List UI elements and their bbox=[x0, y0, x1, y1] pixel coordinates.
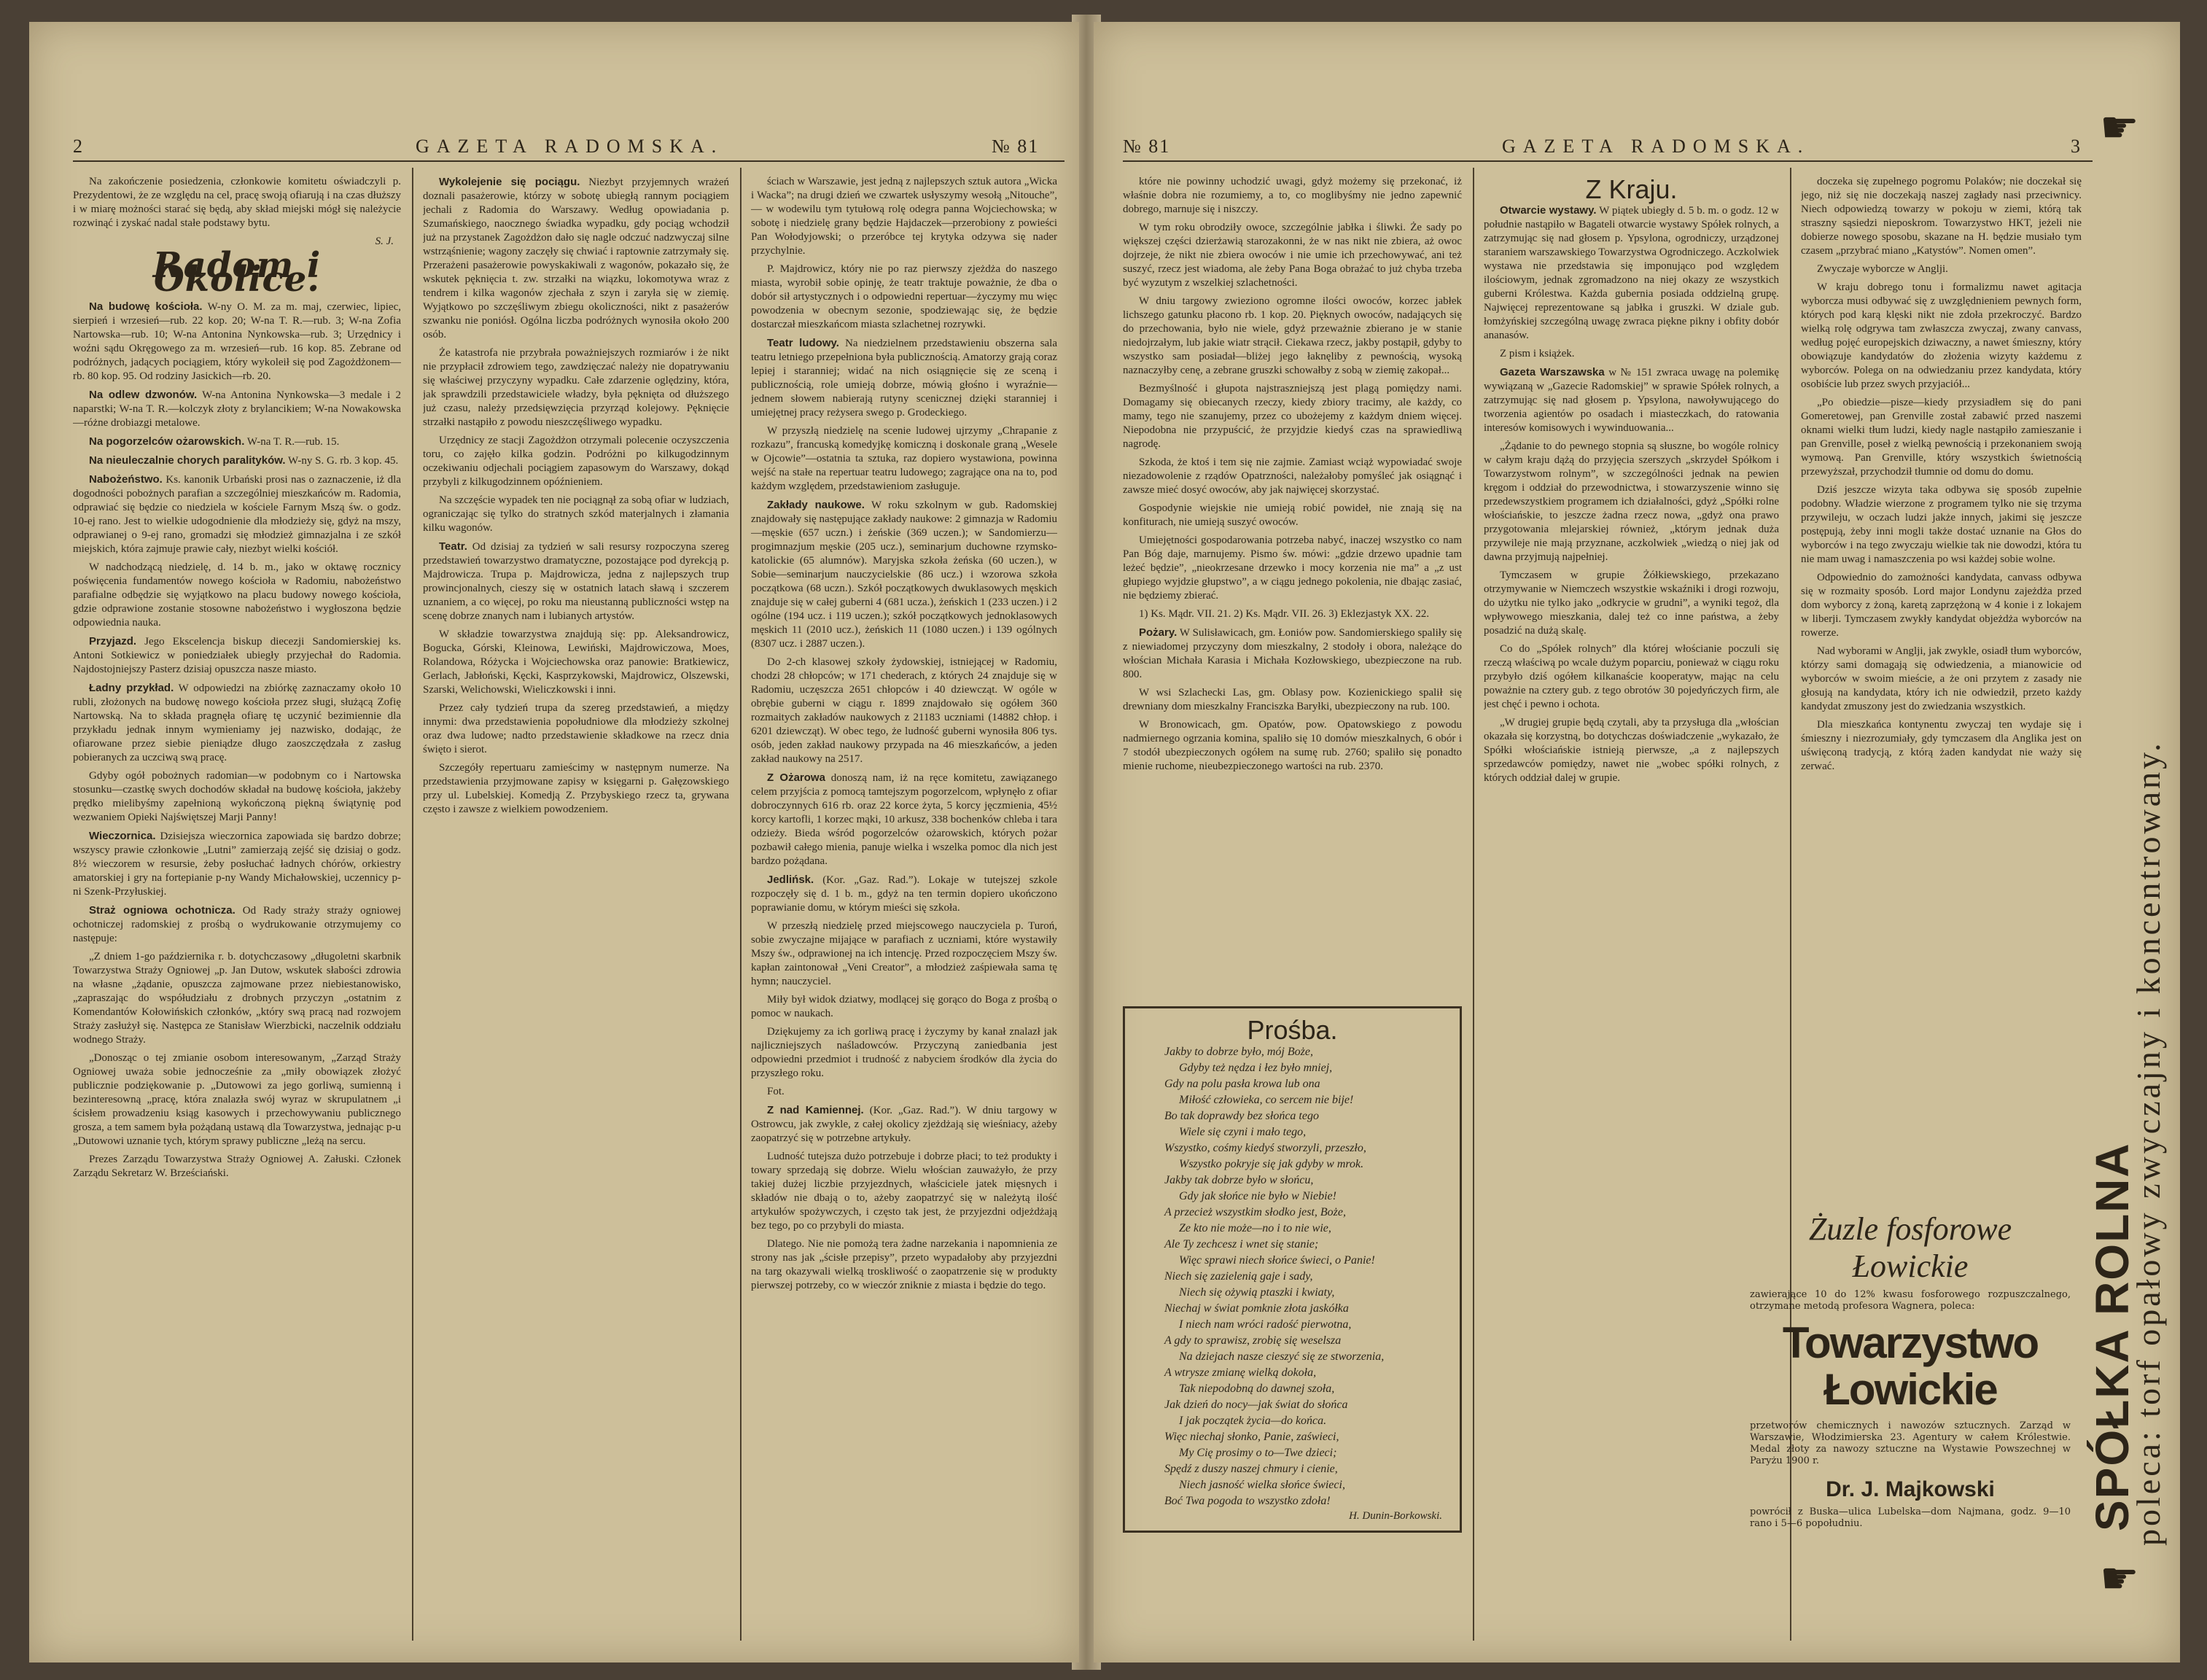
article-text: które nie powinny uchodzić uwagi, gdyż możemy się przekonać, iż właśnie dobra nie rozumiemy, a to, co moglibyśmy nie jedno zapewnić dobrego, marnuje się i niszczy. bbox=[1123, 176, 1462, 215]
article-paragraph bbox=[751, 262, 1057, 332]
article-paragraph bbox=[751, 1150, 1057, 1233]
poem-line: My Cię prosimy o to—Twe dzieci; bbox=[1179, 1447, 1337, 1459]
article-text: Do 2-ch klasowej szkoły żydowskiej, istniejącej w Radomiu, chodzi 28 chłopców; w 171 chederach, z których 24 znajduje się w Radomiu, uczęszcza 2651 chłopców i 40 dziewcząt. W ogóle w obrębie guberni w ciągu r. 1899 znajdowało się ogółem 360 rozmaitych zakładów naukowych z 21183 uczniami (14882 chłop. i 6201 dziewcząt). W obec tego, że ludność guberni wynosiła 806 tys. osób, jeden zakład naukowy przypada na 46 mieszkańców, a jeden zakład naukowy na 2517. bbox=[751, 656, 1057, 765]
article-text: W dniu targowy zwieziono ogromne ilości owoców, korzec jabłek lichszego gatunku płacono rb. 1 kop. 20. Pięknych owoców, nadających się do przechowania, było nie wiele, gdyż przeważnie zbierano je w stanie niedojrzałym, lub jakie wiatr strącił. Ciekawa rzecz, jakby postąpił, gdyby to wszystko sam posiadał—bliżej jego łaknęliby z pewnością, wysoką naznaczyłby cenę, a zebrane gruszki schowałby z sobą w ziemię zakopał... bbox=[1123, 295, 1462, 376]
article-paragraph bbox=[1123, 295, 1462, 378]
article-paragraph bbox=[1801, 396, 2082, 479]
article-paragraph bbox=[73, 435, 401, 449]
article-paragraph bbox=[1123, 626, 1462, 682]
article-paragraph bbox=[1123, 382, 1462, 451]
article-text: Co do „Spółek rolnych” dla której włościanie poczuli się rzeczą właściwą po wcale dużym poparciu, ponieważ w ciągu roku przybyło dziś ogółem kilkanaście kooperatyw, mając na celu poważnie na cztery gub. z tego obrotów 30 pojedyńczych firm, ale jest chęć i pewno i ochota. bbox=[1484, 643, 1779, 710]
poem-line: Wiele się czyni i mało tego, bbox=[1179, 1126, 1307, 1138]
article-text: Na szczęście wypadek ten nie pociągnął za sobą ofiar w ludziach, ograniczając się tylko do stratnych szkód materjalnych i złamania kilku wagonów. bbox=[423, 494, 729, 534]
poem-box bbox=[1123, 1006, 1462, 1533]
article-heading: Gazeta Warszawska bbox=[1500, 366, 1605, 378]
poem-line: I niech nam wróci radość pierwotna, bbox=[1179, 1318, 1352, 1331]
pointing-hand-icon: ☛ bbox=[2100, 1553, 2139, 1604]
article-paragraph bbox=[73, 903, 401, 946]
poem-line: I jak początek życia—do końca. bbox=[1179, 1415, 1327, 1427]
article-paragraph bbox=[73, 454, 401, 468]
article-text: (Kor. „Gaz. Rad.”). Lokaje w tutejszej szkole rozpoczęły się d. 1 b. m., gdyż na ten termin dopiero ukończono poprawianie domu, w którym mieści się szkoła. bbox=[751, 874, 1057, 914]
poem-line: Więc niechaj słonko, Panie, zaświeci, bbox=[1164, 1431, 1339, 1443]
left-column-1 bbox=[73, 175, 401, 1641]
ad-zuzle-text: zawierające 10 do 12% kwasu fosforowego rozpuszczalnego, otrzymane metodą profesora Wagnera, poleca: bbox=[1750, 1289, 2071, 1312]
article-heading: Ładny przykład. bbox=[89, 682, 174, 694]
left-page-number: 2 bbox=[73, 136, 90, 157]
article-heading: Teatr ludowy. bbox=[767, 337, 839, 349]
article-heading: Pożary. bbox=[1139, 626, 1178, 639]
article-heading: Na budowę kościoła. bbox=[89, 300, 203, 313]
article-paragraph bbox=[423, 346, 729, 429]
article-heading: Przyjazd. bbox=[89, 635, 137, 648]
article-text: Przez cały tydzień trupa da szereg przedstawień, a między innymi: dwa przedstawienia popołudniowe dla młodzieży szkolnej oraz dwa ludowe; nadto przedstawienie składkowe na rzecz dnia święto i sierot. bbox=[423, 702, 729, 755]
article-text: Bezmyślność i głupota najstraszniejszą jest plagą pomiędzy nami. Domagamy się obiecanych rzeczy, kiedy zbiory tracimy, ale każdy, co mamy, tego nie szanujemy, przez co ubożejemy z każdym dniem więcej. Niepodobna nie przypuścić, że przyjdzie kiedyś czas na sprawiedliwą nagrodę. bbox=[1123, 383, 1462, 450]
left-header bbox=[73, 131, 1064, 162]
article-text: Umiejętności gospodarowania potrzeba nabyć, inaczej wszystko co nam Pan Bóg daje, marnujemy. Pismo św. mówi: „gdzie drzewo upadnie tam leżeć będzie”, „nieokrzesane drzewko i mocy korzenia nie ma” a „z ust głupiego wyjdzie głupstwo”, a w ciągu jednego pokolenia, nie dbając zasiać, nie będziemy zbierać. bbox=[1123, 534, 1462, 602]
article-paragraph bbox=[1484, 365, 1779, 435]
vertical-ad-subtitle: poleca: torf opałowy zwyczajny i koncentrowany. bbox=[2130, 740, 2167, 1546]
right-header bbox=[1123, 131, 2093, 162]
article-paragraph bbox=[423, 434, 729, 489]
article-text: W odpowiedzi na zbiórkę zaznaczamy około 10 rubli, złożonych na budowę nowego kościoła przez sługi, służącą Zofię Nartowską. Na to składa pragnęła ofiarę tę uczynić bezimiennie dla przykładu jednak innym wymieniamy jej nazwisko, dodając, że ofiarowane przez siebie pieniądze długo zaoszczędzała z zasług pobieranych za uczciwą swą pracę. bbox=[73, 682, 401, 763]
intro-signature: S. J. bbox=[375, 236, 394, 247]
article-heading: Z nad Kamiennej. bbox=[767, 1104, 864, 1116]
article-text: „Po obiedzie—pisze—kiedy przysiadłem się do pani Gomeretowej, pan Grenville został zabawić przed naszemi oknami wielki tłum ludzi, kiedy nagle nastąpiło zamieszanie i pan Grenville, poseł z wielką pewnością i przekonaniem swoją wymową. Pan Grenville, który wszystkich świetnością przewyższał, przychodził tłumnie od domu do domu. bbox=[1801, 397, 2082, 478]
article-text: „Donosząc o tej zmianie osobom interesowanym, „Zarząd Straży Ogniowej uważa sobie jednocześnie za „miły obowiązek złożyć publicznie podziękowanie p. „Dutowowi za jego gorliwą, sumienną i bezinteresowną „pracę, która znalazła swój wyraz w skrupulatnem „i ścisłem prowadzeniu ksiąg kasowych i przechowywaniu publicznego grosza, a tem samem była pożądaną ustawą dla Towarzystwa, jednając p-u „Dutowowi uznanie tych, którym sprawy publiczne „leżą na sercu. bbox=[73, 1052, 401, 1147]
column-items bbox=[1123, 175, 1462, 999]
vertical-ad-title: SPÓŁKA ROLNA bbox=[2086, 1142, 2138, 1531]
column-items bbox=[1484, 203, 1779, 785]
article-paragraph bbox=[751, 873, 1057, 915]
poem-line: Więc sprawi niech słońce świeci, o Panie! bbox=[1179, 1254, 1375, 1267]
article-text: Że katastrofa nie przybrała poważniejszych rozmiarów i że nikt nie przypłacił zdrowiem tego, zawdzięczać należy nie dopatrywaniu się właściwej przyczyny wypadku. Całe zdarzenie oględziny, która, jak sprawdzili przedstawiciele władzy, była pęknięta od dłuższego już czasu, należy przedsięwzięcia przyrząd kolejowy. Pęknięcie strzałki nastąpiło z powodu nieszczęśliwego wypadku. bbox=[423, 347, 729, 428]
right-issue: № 81 bbox=[1123, 136, 1171, 157]
article-paragraph bbox=[751, 1085, 1057, 1099]
left-page bbox=[29, 22, 1079, 1662]
vertical-advert bbox=[2085, 102, 2165, 1619]
article-text: Dziękujemy za ich gorliwą pracę i życzymy by kanał znalazł jak najliczniejszych naśladowców. Przyczyną zaniedbania jest odpowiedni przedmiot i trudność z nabyciem środków dla życia do przyszłego roku. bbox=[751, 1026, 1057, 1079]
article-text: Z pism i książek. bbox=[1500, 348, 1575, 359]
article-text: W-ny S. G. rb. 3 kop. 45. bbox=[288, 455, 399, 467]
article-paragraph bbox=[1484, 347, 1779, 361]
article-heading: Otwarcie wystawy. bbox=[1500, 204, 1597, 217]
left-issue: № 81 bbox=[992, 136, 1040, 157]
article-heading: Zakłady naukowe. bbox=[767, 499, 865, 511]
poem-line: Wszystko, cośmy kiedyś stworzyli, przeszło, bbox=[1164, 1142, 1366, 1154]
article-text: „Żądanie to do pewnego stopnia są słuszne, bo wogóle rolnicy w całym kraju dążą do przyjęcia szerszych „skrzydeł Spółkom i Towarzystwom rolnym”, w szczególności jednak na pewien kręgom i oddział do przewodnictwa, i stowarzyszenie winno się przedewszystkiem programem ich działalności, gdyż „Spółki rolne włościańskie, to jeszcze żadna rzecz nowa, „gdyż ona prawo przygotowania mlejarskiej również, „którym jednak duża przywileje nie mają przyznane, aczkolwiek „wiedzą o niej jak od dawna przyjmują najpełniej. bbox=[1484, 440, 1779, 563]
article-paragraph bbox=[1801, 175, 2082, 258]
poem-line: Gdy jak słońce nie było w Niebie! bbox=[1179, 1190, 1336, 1202]
article-text: Odpowiednio do zamożności kandydata, canvass odbywa się w rozmaity sposób. Lord major Londynu zajeżdża przed dom wyborcy z żoną, karetą zaprzężoną w 4 konie i z lokajem w liberji. Tymczasem zwykły kandydat objeżdża wyborców na rowerze. bbox=[1801, 572, 2082, 639]
article-heading: Z Ożarowa bbox=[767, 771, 825, 784]
column-items bbox=[423, 175, 729, 817]
article-text: Dla mieszkańca kontynentu zwyczaj ten wydaje się i śmieszny i niezrozumiały, gdy tymczasem dla Anglika jest on uświęconą tradycją, z którą żaden kandydat nie waży się zerwać. bbox=[1801, 719, 2082, 772]
left-col-rule-2 bbox=[740, 168, 741, 1641]
article-paragraph bbox=[73, 1153, 401, 1181]
article-text: W-ny O. M. za m. maj, czerwiec, lipiec, sierpień i wrzesień—rub. 22 kop. 20; W-na T. R.—rub. 3; W-na Zofia Nartowska—rub. 10; W-na Antonina Nynkowska—rub. 3; Urzędnicy i woźni sądu Okręgowego za m. wrzesień—rub. 16 kop. 85. Zebrane od podróżnych, jadących pociągiem, który wykoleił się pod Zagożdżonem—rb. 80 kop. 95. Od rodziny Jasickich—rb. 20. bbox=[73, 301, 401, 382]
poem-line: A przecież wszystkim słodko jest, Boże, bbox=[1164, 1206, 1347, 1218]
article-paragraph bbox=[1801, 281, 2082, 392]
article-heading: Na odlew dzwonów. bbox=[89, 389, 198, 401]
ad-doctor-text: powrócił z Buska—ulica Lubelska—dom Najmana, godz. 9—10 rano i 5—6 popołudniu. bbox=[1750, 1506, 2071, 1529]
article-text: W wsi Szlachecki Las, gm. Oblasy pow. Kozienickiego spalił się drewniany dom mieszkalny Franciszka Baryłki, ubezpieczony na rub. 100. bbox=[1123, 687, 1462, 712]
article-paragraph bbox=[1484, 440, 1779, 564]
article-paragraph bbox=[751, 1237, 1057, 1293]
poem-lines bbox=[1135, 1044, 1449, 1509]
article-text: W kraju dobrego tonu i formalizmu nawet agitacja wyborcza musi odbywać się z uwzględnieniem pewnych form, których pod karą klęski nikt nie zdoła przekroczyć. Bardzo wielką rolę odgrywa tam zwłaszcza zwyczaj, zwany canvass, według pojęć europejskich dziwaczny, a nawet śmieszny, który obowiązuje kandydatów do złożenia wizyty każdemu z wyborców. Polega on na odwiedzaniu przez kandydata, który osobiście lub przez swych przyjaciół... bbox=[1801, 281, 2082, 390]
ad-doctor-name: Dr. J. Majkowski bbox=[1826, 1477, 1995, 1501]
column-items bbox=[73, 300, 401, 1181]
right-column-1 bbox=[1123, 175, 1462, 1641]
right-masthead: GAZETA RADOMSKA. bbox=[1502, 136, 1810, 157]
advertisement-block bbox=[1750, 1196, 2071, 1604]
poem-line: Bo tak doprawdy bez słońca tego bbox=[1164, 1110, 1319, 1122]
article-text: W piątek ubiegły d. 5 b. m. o godz. 12 w południe nastąpiło w Bagateli otwarcie wystawy Spółek rolnych, a zatrzymując się nad głosem p. Ypsylona, ogrodniczy, urządzonej staraniem warszawskiego Towarzystwa Ogrodniczego. Aczkolwiek wystawa nie przedstawia się imponująco pod względem ilościowym, jednak zgromadzono na niej okazy ze wszystkich guberni Królestwa. Każda gubernia posiada oddzielną grupę. Najwięcej reprezentowane są jabłka i gruszki. W dziale gub. łomżyńskiej szczególną uwagę zwraca piękne pikny i obfity dobór ananasów. bbox=[1484, 205, 1779, 341]
article-text: W tym roku obrodziły owoce, szczególnie jabłka i śliwki. Że sady po większej części dzierżawią starozakonni, że w nas nikt nie zbiera, aż owoc dojrzeje, że nikt nie zbiera owoców i nie umie ich przechowywać, ani też suszyć, rzecz jest wiadoma, ale żeby Pana Boga obrażać to już chyba trzeba być wyzutym z wszelkiej szlachetności. bbox=[1123, 222, 1462, 289]
article-paragraph bbox=[751, 175, 1057, 258]
article-text: Miły był widok dziatwy, modlącej się gorąco do Boga z prośbą o pomoc w naukach. bbox=[751, 994, 1057, 1019]
article-text: Ludność tutejsza dużo potrzebuje i dobrze płaci; to też produkty i towary sprzedają się dobrze. Wielu włościan zauważyło, że przy takiej dużej liczbie przyjezdnych, właściciele jatek mięsnych i składów nie dbają o to, ażeby zaopatrzyć się w należytą ilość artykułów spożywczych, i często tak jest, że przyjezdni odjeżdżają bez tego, po co przybyli do miasta. bbox=[751, 1151, 1057, 1232]
ad-company-text: przetworów chemicznych i nawozów sztucznych. Zarząd w Warszawie, Włodzimierska 23. Agentury w całem Królestwie. Medal złoty za nawozy sztuczne na Wystawie Powszechnej w Paryżu 1900 r. bbox=[1750, 1420, 2071, 1466]
left-col-rule-1 bbox=[412, 168, 413, 1641]
article-text: W przyszłą niedzielę na scenie ludowej ujrzymy „Chrapanie z rozkazu”, francuską komedyjkę komiczną i doskonale graną „Wesele w Ojcowie”—ostatnia ta sztuka, raz dopiero wystawiona, powinna wejść na stałe na repertuar teatru ludowego; zagrające ona na to, pod każdym względem, przedstawieniom zasługuje. bbox=[751, 425, 1057, 492]
poem-line: Jakby to dobrze było, mój Boże, bbox=[1164, 1046, 1313, 1058]
article-text: Prezes Zarządu Towarzystwa Straży Ogniowej A. Załuski. Członek Zarządu Sekretarz W. Brześciański. bbox=[73, 1154, 401, 1179]
article-paragraph bbox=[751, 656, 1057, 766]
article-paragraph bbox=[1123, 456, 1462, 497]
article-paragraph bbox=[751, 919, 1057, 989]
poem-line: Gdyby też nędza i łez było mniej, bbox=[1179, 1062, 1333, 1074]
article-paragraph bbox=[1801, 718, 2082, 774]
article-heading: Jedlińsk. bbox=[767, 874, 814, 886]
article-paragraph bbox=[73, 681, 401, 765]
article-paragraph bbox=[73, 388, 401, 430]
article-text: Od dzisiaj za tydzień w sali resursy rozpoczyna szereg przedstawień towarzystwo dramatyczne, pozostające pod dyrekcją p. Majdrowicza. Trupa p. Majdrowicza, jedna z najlepszych trup prowincjonalnych, cieszy się w ostatnich latach sławą i szczerem uznaniem, a co więcej, po roku ma nieustanną publiczności wstęp na scenę dobrze znanych nam i lubianych artystów. bbox=[423, 541, 729, 622]
article-paragraph bbox=[1123, 534, 1462, 603]
article-paragraph bbox=[1123, 221, 1462, 290]
article-paragraph bbox=[751, 424, 1057, 494]
article-heading: Na nieuleczalnie chorych paralityków. bbox=[89, 454, 286, 467]
article-text: Niezbyt przyjemnych wrażeń doznali pasażerowie, którzy w sobotę ubiegłą rannym pociągiem jechali z Radomia do Warszawy. Według opowiadania p. Szumańskiego, naocznego świadka wypadku, gdy pociąg wchodził już na przystanek Zagożdżon dało się nagle odczuć nadzwyczaj silne wstrząśnienie; wagony zaczęły się chwiać i raptownie zatrzymały się. Przerażeni pasażerowie powyskakiwali z wagonów, pokazało się, że wskutek pęknięcia t. zw. strzałki na wiązku, lokomotywa wraz z tendrem i kilka wagonów zjechała z szyn i zaryła się w ziemię. Wyjątkowo po szczęśliwym zbiegu okoliczności, nikt z pasażerów szwanku nie poniósł. Ogólna liczba podróżnych wynosiła około 200 osób. bbox=[423, 176, 729, 341]
poem-line: Niech jasność wielka słońce świeci, bbox=[1179, 1479, 1345, 1491]
poem-line: Miłość człowieka, co sercem nie bije! bbox=[1179, 1094, 1354, 1106]
right-column-3 bbox=[1801, 175, 2082, 1196]
article-text: Szczegóły repertuaru zamieścimy w następnym numerze. Na przedstawienia przyjmowane zapisy w księgarni p. Gałęzowskiego przy ul. Lubelskiej. Komedją Z. Przybyskiego rzecz ta, grywana często i zawsze z wielkiem powodzeniem. bbox=[423, 762, 729, 815]
article-paragraph bbox=[423, 175, 729, 342]
article-paragraph bbox=[1123, 175, 1462, 217]
article-paragraph bbox=[751, 498, 1057, 651]
pointing-hand-icon: ☛ bbox=[2100, 102, 2139, 153]
article-text: W Sulisławicach, gm. Łoniów pow. Sandomierskiego spaliły się z niewiadomej przyczyny dom mieszkalny, 2 stodoły i obora, należące do włościan Michała Karasia i Michała Kozłowskiego, ubezpieczone na rub. 800. bbox=[1123, 627, 1462, 680]
article-heading: Nabożeństwo. bbox=[89, 473, 163, 486]
right-page-number: 3 bbox=[2071, 136, 2087, 157]
article-paragraph bbox=[1801, 483, 2082, 567]
article-text: Gdyby ogół pobożnych radomian—w podobnym co i Nartowska stosunku—czastkę swych dochodów składał na budowę kościoła, jakżeby prędko mielibyśmy zapełnioną wykończoną piękną świątynię pod wezwaniem Opieki Najświętszej Marji Panny! bbox=[73, 770, 401, 823]
article-text: „Z dniem 1-go października r. b. dotychczasowy „długoletni skarbnik Towarzystwa Straży Ogniowej „p. Jan Dutow, wskutek słabości zdrowia na własne „żądanie, opuszcza zajmowane przez niebiestanowisko, „zapraszając do współudziału z drobnych przyczyn „ostatnim z Komendantów Kołowińskich członków, „który swą pracą nad rozwojem Straży zasłużył się. Następca ze Stanisław Wierzbicki, naczelnik oddziału wodnego Straży. bbox=[73, 951, 401, 1046]
poem-line: Ale Ty zechcesz i wnet się stanie; bbox=[1164, 1238, 1319, 1251]
article-paragraph bbox=[1123, 718, 1462, 774]
article-paragraph bbox=[423, 701, 729, 757]
left-column-2 bbox=[423, 175, 729, 1641]
article-heading: Na pogorzelców ożarowskich. bbox=[89, 435, 245, 448]
article-text: Dzisiejsza wieczornica zapowiada się bardzo dobrze; wszyscy prawie członkowie „Lutni” zamierzają zejść się dzisiaj o godz. 8½ wieczorem w resursie, żeby posłuchać ładnych chórów, orkiestry amatorskiej i gry na fortepianie p-ny Wandy Michałowskiej, uczennicy p-ni Szenk-Przyłuskiej. bbox=[73, 831, 401, 898]
z-kraju-title: Z Kraju. bbox=[1585, 175, 1678, 204]
article-text: Tymczasem w grupie Żółkiewskiego, przekazano otrzymywanie w Niemczech wszystkie wskaźniki i drogi rozwoju, do użytku nie tylko jako „odkrycie w grudni”, a wyniki tegoż, dla wpływowego mieszkania, dalej też co inne państwa, a żeby posadzić na dużą skalę. bbox=[1484, 569, 1779, 637]
poem-line: Niech się zazielenią gaje i sady, bbox=[1164, 1270, 1313, 1283]
article-paragraph bbox=[1123, 502, 1462, 529]
article-paragraph bbox=[73, 300, 401, 384]
article-text: ściach w Warszawie, jest jedną z najlepszych sztuk autora „Wicka i Wacka”; na drugi dzień we czwartek usłyszymy wesołą „Nitouche”, — w wodewilu tym tytułową rolę odegra panna Wojciechowska; w sobotę i niedzielę grany będzie Hajdaczek—przerobiony z powieści Pan Wołodyjowski; o przeróbce tej krytyka odzywa się nader przychylnie. bbox=[751, 176, 1057, 257]
article-paragraph bbox=[751, 1103, 1057, 1146]
article-paragraph bbox=[423, 761, 729, 817]
poem-line: A gdy to sprawisz, zrobię się weselsza bbox=[1164, 1334, 1342, 1347]
article-paragraph bbox=[73, 561, 401, 630]
article-paragraph bbox=[73, 950, 401, 1047]
article-text: Zwyczaje wyborcze w Anglji. bbox=[1817, 263, 1948, 275]
article-paragraph bbox=[1123, 686, 1462, 714]
column-items bbox=[1801, 175, 2082, 774]
poem-line: Niechaj w świat pomknie złota jaskółka bbox=[1164, 1302, 1349, 1315]
article-paragraph bbox=[423, 540, 729, 623]
article-paragraph bbox=[423, 494, 729, 535]
intro-paragraph: Na zakończenie posiedzenia, członkowie komitetu oświadczyli p. Prezydentowi, że ze względu na cel, pracę swoją ofiarują i na czas dłuższy i w miarę możności starać się będą, aby skład miejski mógł się należycie rozwinąć i zyskać nadal stałe podstawy bytu. bbox=[73, 176, 401, 229]
article-text: doczeka się zupełnego pogromu Polaków; nie doczekał się jego, niż się nie doczekają naszej zagłady nasi przeciwnicy. Niech odpowiedzą towarzy w pokoju w ziemi, którą tak straszny sąsiedzi nieposkrom. Towarzystwo HKT, jeżeli nie dobierze nowego sposobu, skazane na H. będzie musiało tym czasem „przybrać miano „Katystów”. Nomen omen”. bbox=[1801, 176, 2082, 257]
article-text: Fot. bbox=[767, 1086, 785, 1097]
article-text: 1) Ks. Mądr. VII. 21. 2) Ks. Mądr. VII. 26. 3) Eklezjastyk XX. 22. bbox=[1139, 608, 1430, 620]
article-paragraph bbox=[73, 472, 401, 556]
ad-company-name: Towarzystwo Łowickie bbox=[1782, 1318, 2039, 1414]
article-paragraph bbox=[1484, 203, 1779, 343]
article-heading: Straż ogniowa ochotnicza. bbox=[89, 904, 236, 917]
poem-line: Jak dzień do nocy—jak świat do słońca bbox=[1164, 1399, 1348, 1411]
article-paragraph bbox=[73, 829, 401, 899]
poem-signature: H. Dunin-Borkowski. bbox=[1349, 1510, 1442, 1522]
article-text: P. Majdrowicz, który nie po raz pierwszy zjeżdża do naszego miasta, wyrobił sobie opinję, że teatr traktuje poważnie, że dba o dobór sił artystycznych i o odpowiedni repertuar—życzymy mu więc powodzenia w obecnym sezonie, spodziewając się, że będzie dostarczał mieszkańcom miasta szlachetnej rozrywki. bbox=[751, 263, 1057, 330]
column-items bbox=[751, 175, 1057, 1293]
article-text: (Kor. „Gaz. Rad.”). W dniu targowy w Ostrowcu, jak zwykle, z całej okolicy zjeżdżają się wieśniacy, ażeby zaopatrzyć się w potrzebne artykuły. bbox=[751, 1105, 1057, 1144]
article-text: W składzie towarzystwa znajdują się: pp. Aleksandrowicz, Bogucka, Górski, Kleinowa, Lewiński, Majdrowiczowa, Moes, Rolandowa, Różycka i Wojciechowska oraz panowie: Bratkiewicz, Gerlach, Jabłoński, Kęcki, Kasprzykowski, Majdrowicz, Olszewski, Szarski, Welichowski, Wieliczkowski i inni. bbox=[423, 629, 729, 696]
article-text: W-na T. R.—rub. 15. bbox=[246, 436, 340, 448]
poem-line: Jakby tak dobrze było w słońcu, bbox=[1164, 1174, 1314, 1186]
article-paragraph bbox=[751, 336, 1057, 420]
poem-line: Ze kto nie może—no i to nie wie, bbox=[1179, 1222, 1331, 1234]
article-text: W roku szkolnym w gub. Radomskiej znajdowały się następujące zakłady naukowe: 2 gimnazja w Radomiu—męskie (657 uczn.) i żeńskie (369 uczen.); w Sandomierzu—progimnazjum męskie (205 ucz.), seminarjum duchowne rzymsko-katolickie (65 alumnów). Maryjska szkoła żeńska (60 uczen.), w Sobie—seminarjum nauczycielskie (86 ucz.) i wzorowa szkoła początkowa (68 uczn.). Szkół początkowych dwuklasowych męskich znajduje się w całej guberni 4 (681 ucza.), żeńskich 1 (233 uczen.) i 2 ogólne (194 ucz. i 119 uczen.); szkół początkowych jednoklasowych męskich 11 (2010 ucz.), żeńskich 11 (1080 uczen.) i 139 ogólnych (8307 ucz. i 2887 uczen.). bbox=[751, 499, 1057, 650]
article-text: W-na Antonina Nynkowska—3 medale i 2 naparstki; W-na T. R.—kolczyk złoty z brylancikiem; W-na Nowakowska—różne drobiazgi metalowe. bbox=[73, 389, 401, 429]
article-text: Nad wyborami w Anglji, jak zwykle, osiadł tłum wyborców, którzy sami domagają się odwiedzenia, a mianowicie od wyborców w swoim mieście, a że oni przytem z zasady nie głosują na kandydata, który ich nie odwiedził, przeto każdy kandydat zmuszony jest do zwiedzania wszystkich. bbox=[1801, 645, 2082, 712]
article-heading: Wykolejenie się pociągu. bbox=[439, 176, 580, 188]
right-column-2 bbox=[1484, 175, 1779, 1641]
article-paragraph bbox=[1801, 571, 2082, 640]
poem-line: Wszystko pokryje się jak gdyby w mrok. bbox=[1179, 1158, 1364, 1170]
article-text: W przeszłą niedzielę przed miejscowego nauczyciela p. Turoń, sobie zwyczajne mijające w parafiach z uczniami, które wystawiły Mszy św., odprawionej na ich intencję. Przed rozpoczęciem Mszy św. kapłan zaintonował „Veni Creator”, a młodzież zaśpiewała sama tę hymn; nauczyciel. bbox=[751, 920, 1057, 987]
article-text: „W drugiej grupie będą czytali, aby ta przysługa dla „włościan okazała się korzystną, bo dotychczas doświadczenie „wykazało, że Spółki włościańskie istnieją pierwsze, „a z najlepszych sprzedawców pomiędzy, nawet nie „wobec spółki rolnych, z których oddział dalej w grupie. bbox=[1484, 717, 1779, 784]
article-paragraph bbox=[423, 628, 729, 697]
article-paragraph bbox=[1484, 642, 1779, 712]
article-paragraph bbox=[1123, 607, 1462, 621]
article-text: Ks. kanonik Urbański prosi nas o zaznaczenie, iż dla dogodności pobożnych parafian a szczególniej mieszkańców m. Radomia, odprawiać się będzie co niedziela w kościele Farnym Mszą św. o godz. 10-ej rano. Jest to wielkie udogodnienie dla młodzieży się, gdyż na mszy, odprawianej o 9-ej rano, gromadzi się młodzież gimnazjalna i ze szkół miejskich, która zajmuje prawie cały, niezbyt wielki kościół. bbox=[73, 474, 401, 555]
article-paragraph bbox=[73, 769, 401, 825]
article-text: Urzędnicy ze stacji Zagożdżon otrzymali polecenie oczyszczenia toru, co zajęło kilka godzin. Podróżni po kilkugodzinnym oczekiwaniu odjechali pociągiem zapasowym do Warszawy, dokąd przybyli z kilkugodzinnem opóźnieniem. bbox=[423, 435, 729, 488]
poem-title: Prośba. bbox=[1247, 1015, 1338, 1045]
article-text: Gospodynie wiejskie nie umieją robić powideł, nie znają się na konfiturach, nie umieją suszyć owoców. bbox=[1123, 502, 1462, 528]
poem-line: Boć Twa pogoda to wszystko zdoła! bbox=[1164, 1495, 1331, 1507]
article-text: w № 151 zwraca uwagę na polemikę wywiązaną w „Gazecie Radomskiej” w sprawie Spółek rolnych, a zatrzymując się nad głosem p. Ypsylona, nawoływującego do tworzenia agientów po osadach i miasteczkach, do ratowania interesów komisowych i wywinduowania... bbox=[1484, 367, 1779, 434]
poem-line: Gdy na polu pasła krowa lub ona bbox=[1164, 1078, 1320, 1090]
article-paragraph bbox=[751, 771, 1057, 868]
article-text: donoszą nam, iż na ręce komitetu, zawiązanego celem przyjścia z pomocą tamtejszym pogorzelcom, wpłynęło z ofiar dobroczynnych 616 rb. oraz 22 korce żyta, 5 korcy jęczmienia, 45½ korcy kartofli, 1 korzec mąki, 10 arkusz, 338 bochenków chleba i tara odzieży. Bieda wśród pogorzelców ożarowskich, których pożar pozbawił całego mienia, panuje wielka i wszelka pomoc dla nich jest bardzo pożądana. bbox=[751, 772, 1057, 867]
article-paragraph bbox=[1484, 716, 1779, 785]
section-title: Radom i Okolice. bbox=[152, 245, 322, 300]
article-paragraph bbox=[1484, 569, 1779, 638]
article-text: Na niedzielnem przedstawieniu obszerna sala teatru letniego przepełniona była publicznością. Amatorzy grają coraz lepiej i staranniej; widać na nich osiągnięcie się ze sceną i publicznością, role umieją dobrze, mówią głośno i wyraźnie—jednem słowem nabierają rutyny scenicznej dzięki staranniej i umiejętnej pracy reżysera swego p. Grodeckiego. bbox=[751, 338, 1057, 419]
article-text: Od Rady straży straży ogniowej ochotniczej radomskiej z prośbą o wydrukowanie otrzymujemy co następuje: bbox=[73, 905, 401, 944]
poem-line: Niech się ożywią ptaszki i kwiaty, bbox=[1179, 1286, 1335, 1299]
article-paragraph bbox=[73, 1051, 401, 1148]
article-paragraph bbox=[73, 634, 401, 677]
article-paragraph bbox=[751, 993, 1057, 1021]
poem-line: Na dziejach nasze cieszyć się ze stworzenia, bbox=[1179, 1350, 1385, 1363]
article-paragraph bbox=[1801, 645, 2082, 714]
article-text: Jego Ekscelencja biskup diecezji Sandomierskiej ks. Antoni Sotkiewicz w poniedziałek ubiegły przyjechał do Radomia. Najdostojniejszy Pasterz dzisiaj opuszcza nasze miasto. bbox=[73, 636, 401, 675]
poem-line: Spędź z duszy naszej chmury i cienie, bbox=[1164, 1463, 1338, 1475]
right-col-rule-1 bbox=[1473, 168, 1474, 1641]
article-text: W Bronowicach, gm. Opatów, pow. Opatowskiego z powodu nadmiernego ogrzania komina, spaliło się 10 domów mieszkalnych, 6 obór i 7 stodół ubezpieczonych ogółem na sumę rub. 2760; spaliło się ponadto mienie ruchome, nieubezpieczonego wartości na rub. 2370. bbox=[1123, 719, 1462, 772]
article-paragraph bbox=[1801, 262, 2082, 276]
article-text: Dlatego. Nie nie pomożą tera żadne narzekania i napomnienia ze strony nas jak „ścisłe przepisy”, przeto wypadałoby aby przyjezdni na targ okazywali wielką troskliwość o zaopatrzenie się w produkty pierwszej potrzeby, co w wieczór zniknie z miasta i będzie do tego. bbox=[751, 1238, 1057, 1291]
article-text: W nadchodzącą niedzielę, d. 14 b. m., jako w oktawę rocznicy poświęcenia fundamentów nowego kościoła w Radomiu, nabożeństwo parafialne odbędzie się wyjątkowo na placu budowy nowego kościoła, gdzie odprawione zostanie stosowne nabożeństwo i wygłoszona będzie odpowiednia nauka. bbox=[73, 561, 401, 629]
left-column-3 bbox=[751, 175, 1057, 1641]
article-text: Dziś jeszcze wizyta taka odbywa się sposób zupełnie podobny. Władzie wierzone z programem tylko nie się trzyma przywileju, w oczach ludzi jakże innych, jakimi się jeszcze postępują, żeby inni mogli także dostać uznanie na Głos do wyborców i na tego zwyczaju wielkie tak nie dowodzi, która tu nie mam uwag i namaszczenia po wsi każdej sobie wolne. bbox=[1801, 484, 2082, 565]
article-heading: Teatr. bbox=[439, 540, 467, 553]
article-text: Szkoda, że ktoś i tem się nie zajmie. Zamiast wciąż wypowiadać swoje niezadowolenie z rządów Opatrzności, należałoby pomyśleć jak osiągnąć i zawsze mieć dosyć owoców, aby jak najwięcej skorzystać. bbox=[1123, 456, 1462, 496]
ad-zuzle-heading: Żuzle fosforowe Łowickie bbox=[1808, 1211, 2012, 1284]
poem-line: Tak niepodobną do dawnej szoła, bbox=[1179, 1382, 1335, 1395]
left-masthead: GAZETA RADOMSKA. bbox=[416, 136, 724, 157]
article-paragraph bbox=[751, 1025, 1057, 1081]
poem-line: A wtrysze zmianę wielką dokoła, bbox=[1164, 1366, 1317, 1379]
article-heading: Wieczornica. bbox=[89, 830, 156, 842]
